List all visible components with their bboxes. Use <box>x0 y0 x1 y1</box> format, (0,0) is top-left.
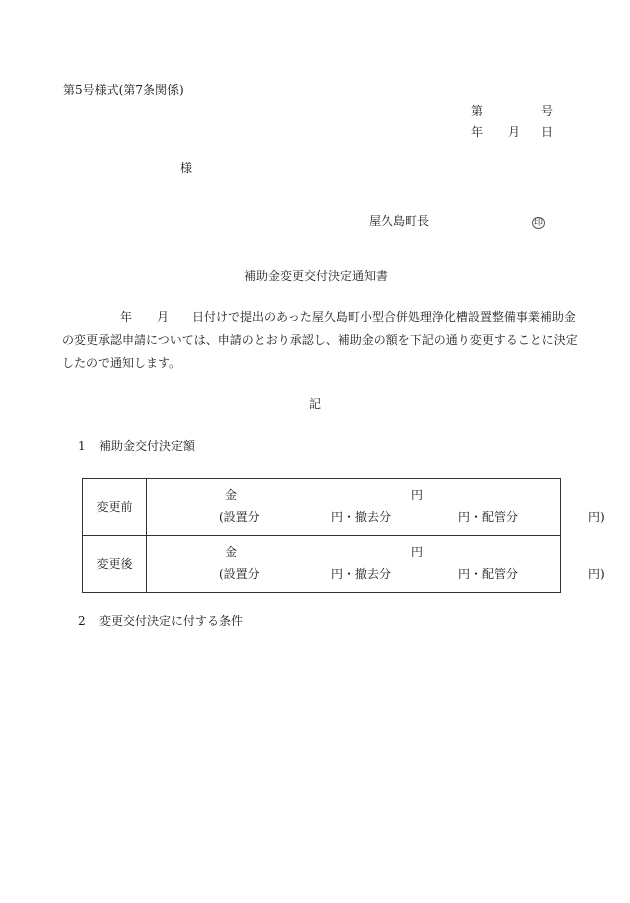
tekkyo-label: 円・撤去分 <box>331 567 392 581</box>
form-label: 第5号様式(第7条関係) <box>63 83 184 97</box>
haikan-label: 円・配管分 <box>458 510 519 524</box>
body-year: 年 <box>120 310 133 324</box>
setchi-label: (設置分 <box>219 567 260 581</box>
ki-heading: 記 <box>309 397 322 411</box>
body-line-1: 日付けで提出のあった屋久島町小型合併処理浄化槽設置整備事業補助金 <box>192 310 576 324</box>
section-1-number: 1 <box>78 439 86 453</box>
date-day: 日 <box>541 125 554 139</box>
doc-number-go: 号 <box>541 104 554 118</box>
amount-cell-before <box>147 479 605 536</box>
table-row-before <box>83 479 561 536</box>
section-2-title: 変更交付決定に付する条件 <box>99 614 244 628</box>
setchi-label: (設置分 <box>219 510 260 524</box>
tekkyo-label: 円・撤去分 <box>331 510 392 524</box>
sender-title: 屋久島町長 <box>369 214 430 228</box>
addressee-suffix: 様 <box>180 161 193 175</box>
en-label: 円 <box>411 488 424 502</box>
kin-label: 金 <box>225 545 238 559</box>
kin-label: 金 <box>225 488 238 502</box>
document-title: 補助金変更交付決定通知書 <box>244 269 389 283</box>
en-label: 円 <box>411 545 424 559</box>
date-year: 年 <box>471 125 484 139</box>
en-close-label: 円) <box>588 567 605 581</box>
en-close-label: 円) <box>588 510 605 524</box>
haikan-label: 円・配管分 <box>458 567 519 581</box>
row-label-after: 変更後 <box>83 536 147 593</box>
body-month: 月 <box>157 310 170 324</box>
body-line-3: したので通知します。 <box>62 356 182 370</box>
row-label-before: 変更前 <box>83 479 147 536</box>
body-line-2: の変更承認申請については、申請のとおり承認し、補助金の額を下記の通り変更することに決定 <box>62 333 578 347</box>
doc-number-dai: 第 <box>471 104 484 118</box>
table-row-after <box>83 536 561 593</box>
seal-mark: 印 <box>534 218 544 228</box>
amount-table <box>82 478 605 593</box>
section-2-number: 2 <box>78 614 86 628</box>
section-1-title: 補助金交付決定額 <box>99 439 196 453</box>
amount-cell-after <box>147 536 605 593</box>
date-month: 月 <box>508 125 521 139</box>
